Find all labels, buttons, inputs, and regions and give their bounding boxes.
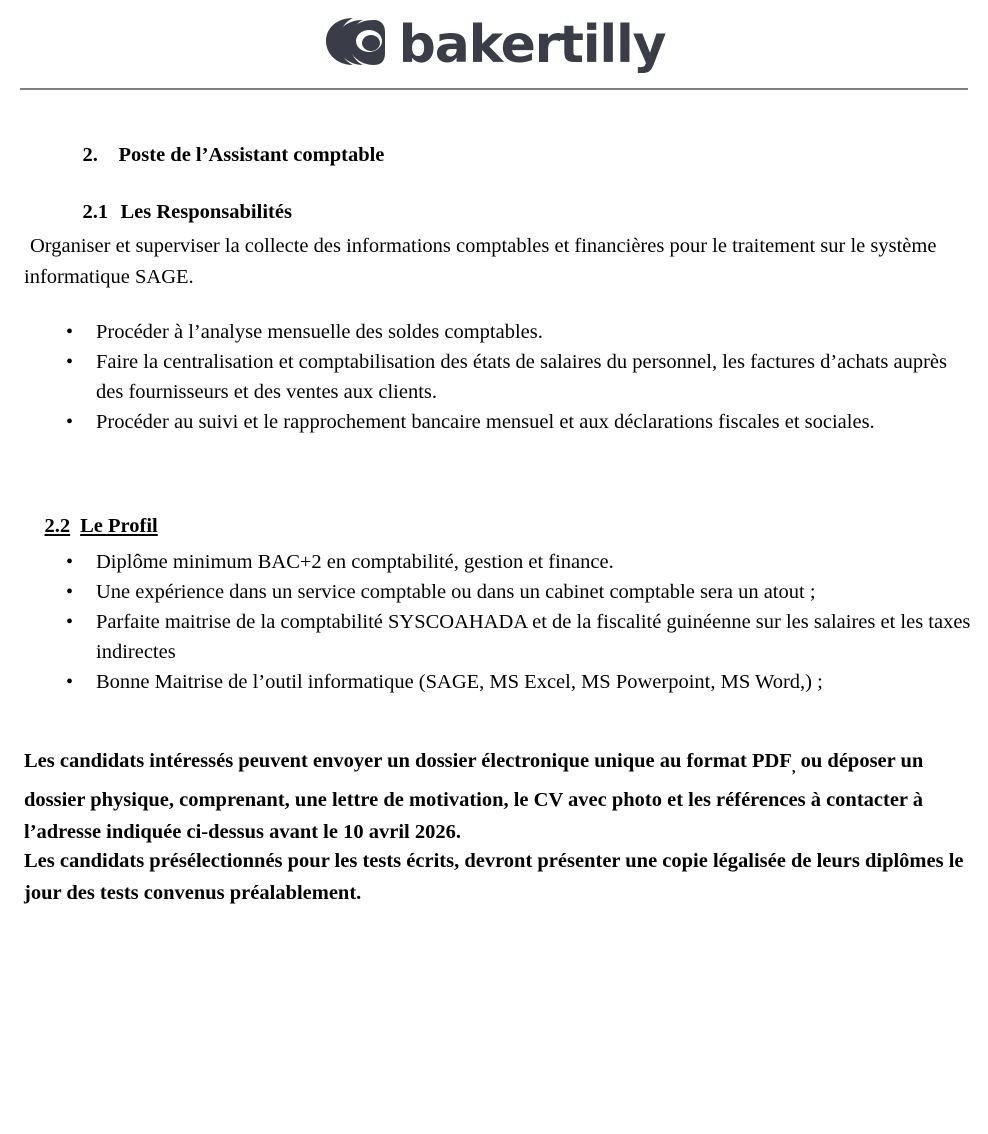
bakertilly-logo bbox=[0, 14, 988, 75]
document-header bbox=[0, 0, 988, 92]
subsection-title: Le Profil bbox=[80, 515, 158, 537]
subsection-number: 2.1 bbox=[82, 201, 109, 223]
bullet-icon: • bbox=[66, 321, 74, 343]
list-item-text: Une expérience dans un service comptable ou dans un cabinet comptable sera un atout ; bbox=[96, 581, 816, 603]
logo-wordmark: bakertilly bbox=[398, 15, 666, 75]
bullet-icon: • bbox=[66, 551, 74, 573]
list-item bbox=[62, 607, 972, 667]
application-notice-paragraph bbox=[24, 745, 972, 848]
bakertilly-swoosh-icon bbox=[323, 14, 385, 72]
responsabilites-intro-paragraph: Organiser et superviser la collecte des informations comptables et financières pour le traitement sur le système informatique SAGE. bbox=[24, 235, 937, 288]
list-item bbox=[62, 347, 972, 407]
section-number: 2. bbox=[82, 144, 98, 166]
shortlist-notice-paragraph: Les candidats présélectionnés pour les tests écrits, devront présenter une copie légalisée de leurs diplômes le jour des tests convenus préalablement. bbox=[24, 850, 964, 904]
list-item-text: Diplôme minimum BAC+2 en comptabilité, gestion et finance. bbox=[96, 551, 614, 573]
application-notice-part1: Les candidats intéressés peuvent envoyer un dossier électronique unique au format PDF bbox=[24, 750, 792, 772]
list-item bbox=[62, 317, 972, 347]
application-notice-part2: ou déposer un dossier physique, comprenant, une lettre de motivation, le CV avec photo et les références à contacter à l’adresse indiquée ci-dessus avant le 10 avril 2026. bbox=[24, 750, 924, 844]
list-item bbox=[62, 547, 972, 577]
list-item-text: Procéder au suivi et le rapprochement bancaire mensuel et aux déclarations fiscales et sociales. bbox=[96, 411, 875, 433]
list-item bbox=[62, 577, 972, 607]
profil-bullet-list bbox=[62, 547, 972, 697]
bullet-icon: • bbox=[66, 351, 74, 373]
section-title: Poste de l’Assistant comptable bbox=[118, 144, 385, 166]
responsabilites-bullet-list bbox=[62, 317, 972, 437]
bullet-icon: • bbox=[66, 581, 74, 603]
application-notice-subscript: , bbox=[791, 760, 796, 777]
list-item bbox=[62, 667, 972, 697]
subsection-title: Les Responsabilités bbox=[120, 201, 292, 223]
list-item-text: Faire la centralisation et comptabilisation des états de salaires du personnel, les factures d’achats auprès des fournisseurs et des ventes aux clients. bbox=[96, 351, 948, 403]
list-item bbox=[62, 407, 972, 437]
bullet-icon: • bbox=[66, 411, 74, 433]
list-item-text: Parfaite maitrise de la comptabilité SYSCOAHADA et de la fiscalité guinéenne sur les salaires et les taxes indirectes bbox=[96, 611, 971, 663]
list-item-text: Procéder à l’analyse mensuelle des soldes comptables. bbox=[96, 321, 543, 343]
bullet-icon: • bbox=[66, 611, 74, 633]
subsection-number: 2.2 bbox=[44, 515, 71, 537]
list-item-text: Bonne Maitrise de l’outil informatique (SAGE, MS Excel, MS Powerpoint, MS Word,) ; bbox=[96, 671, 823, 693]
bullet-icon: • bbox=[66, 671, 74, 693]
header-divider bbox=[20, 88, 968, 90]
